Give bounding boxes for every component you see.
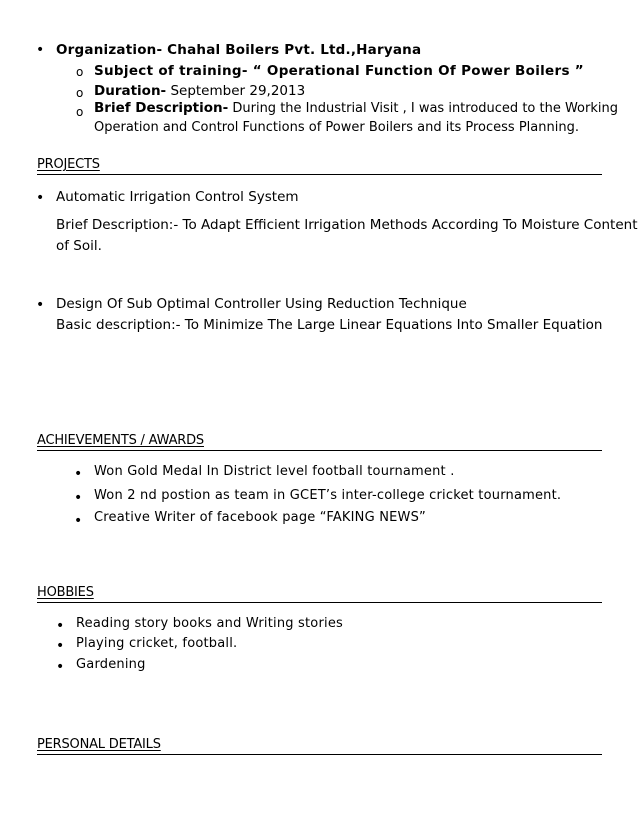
brief-description-text: During the Industrial Visit , I was introduced to the Working bbox=[228, 101, 618, 116]
hobby-item: Gardening bbox=[76, 657, 146, 672]
project-description: Basic description:- To Minimize The Large Linear Equations Into Smaller Equation bbox=[56, 317, 603, 333]
sub-bullet-circle: o bbox=[76, 65, 84, 79]
project-title: Design Of Sub Optimal Controller Using Reduction Technique bbox=[56, 296, 467, 312]
brief-description-label: Brief Description- bbox=[94, 100, 229, 116]
project-description: Brief Description:- To Adapt Efficient Irrigation Methods According To Moisture Content bbox=[56, 217, 638, 233]
bullet-dot: • bbox=[56, 659, 65, 675]
project-title: Automatic Irrigation Control System bbox=[56, 189, 299, 205]
achievement-item: Won Gold Medal In District level football tournament . bbox=[94, 464, 455, 479]
duration-value: September 29,2013 bbox=[166, 83, 306, 99]
sub-bullet-circle: o bbox=[76, 105, 84, 119]
bullet-dot: • bbox=[36, 297, 45, 313]
organization-line: Organization- Chahal Boilers Pvt. Ltd.,Haryana bbox=[56, 42, 422, 58]
personal-details-heading: PERSONAL DETAILS bbox=[37, 737, 602, 755]
bullet-dot: • bbox=[56, 618, 65, 634]
hobbies-heading: HOBBIES bbox=[37, 585, 602, 603]
duration-label: Duration- bbox=[94, 83, 167, 99]
projects-heading: PROJECTS bbox=[37, 157, 602, 175]
brief-description-line bbox=[94, 98, 618, 119]
achievement-item: Creative Writer of facebook page “FAKING NEWS” bbox=[94, 510, 426, 525]
training-subject: Subject of training- “ Operational Function Of Power Boilers ” bbox=[94, 63, 584, 79]
project-description-continuation: of Soil. bbox=[56, 238, 102, 254]
bullet-dot: • bbox=[74, 490, 83, 506]
bullet-dot: • bbox=[74, 466, 83, 482]
bullet-dot: • bbox=[56, 638, 65, 654]
achievement-item: Won 2 nd postion as team in GCET’s inter-college cricket tournament. bbox=[94, 488, 562, 503]
achievements-heading: ACHIEVEMENTS / AWARDS bbox=[37, 433, 602, 451]
sub-bullet-circle: o bbox=[76, 86, 84, 100]
bullet-dot: • bbox=[36, 190, 45, 206]
bullet-dot: • bbox=[74, 513, 83, 529]
hobby-item: Playing cricket, football. bbox=[76, 636, 238, 651]
hobby-item: Reading story books and Writing stories bbox=[76, 616, 343, 631]
brief-description-continuation: Operation and Control Functions of Power Boilers and its Process Planning. bbox=[94, 120, 579, 135]
bullet-dot: • bbox=[36, 42, 45, 58]
